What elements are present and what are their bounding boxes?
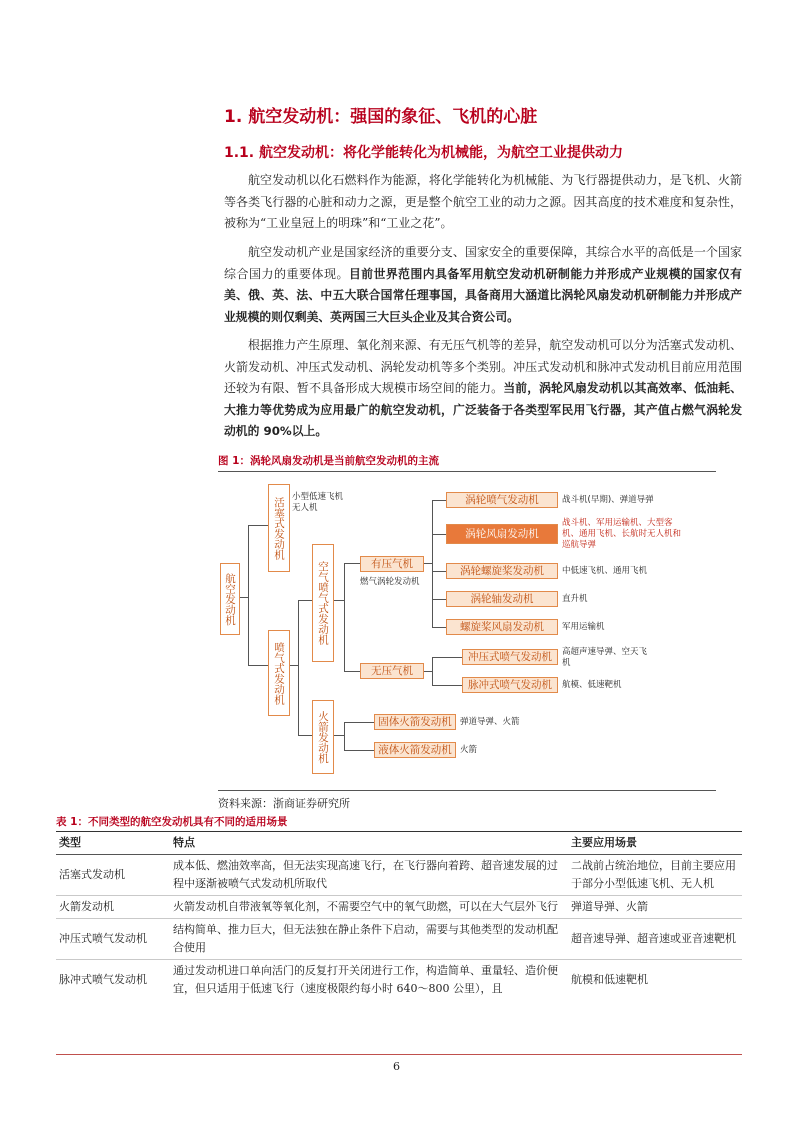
paragraph-2-text: 航空发动机产业是国家经济的重要分支、国家安全的重要保障，其综合水平的高低是一个国家综合国力的重要体现。 xyxy=(224,245,742,281)
cell-feature: 成本低、燃油效率高，但无法实现高速飞行，在飞行器向着跨、超音速发展的过程中逐渐被喷气式发动机所取代 xyxy=(170,855,568,896)
node-jet-engine: 喷气式发动机 xyxy=(268,630,290,716)
header-use: 主要应用场景 xyxy=(568,832,742,855)
line-to-withcomp xyxy=(344,563,360,564)
cell-feature: 结构简单、推力巨大，但无法独在静止条件下启动，需要与其他类型的发动机配合使用 xyxy=(170,919,568,960)
node-turbofan: 涡轮风扇发动机 xyxy=(446,524,558,544)
line-to-jet xyxy=(248,665,268,666)
line-withcomp-branch xyxy=(432,500,433,627)
paragraph-3-text: 根据推力产生原理、氧化剂来源、有无压气机等的差异，航空发动机可以分为活塞式发动机、火箭发动机、冲压式发动机、涡轮发动机等多个类别。冲压式发动机和脉冲式发动机目前应用范围还较为有限、暂不具备形成大规模市场空间的能力。 xyxy=(224,338,742,395)
line-rocket-branch xyxy=(344,722,345,750)
figure-source: 资料来源：浙商证券研究所 xyxy=(218,797,350,810)
subsection-heading: 1.1. 航空发动机：将化学能转化为机械能，为航空工业提供动力 xyxy=(224,145,623,161)
node-turboshaft: 涡轮轴发动机 xyxy=(446,591,558,607)
table-row xyxy=(56,960,742,1001)
line-nocomp xyxy=(424,671,432,672)
line-to-turbofan xyxy=(432,534,446,535)
line-to-liquid xyxy=(344,750,374,751)
paragraph-2-bold: 目前世界范围内具备军用航空发动机研制能力并形成产业规模的国家仅有美、俄、英、法、中五大联合国常任理事国，具备商用大涵道比涡轮风扇发动机研制能力并形成产业规模的则仅剩美、英两国三大巨头企业及其合资公司。 xyxy=(224,266,742,324)
label-turbofan-use: 战斗机、军用运输机、大型客机、通用飞机、长航时无人机和巡航导弹 xyxy=(562,518,682,550)
line-jet xyxy=(290,665,298,666)
paragraph-1: 航空发动机以化石燃料作为能源，将化学能转化为机械能、为飞行器提供动力，是飞机、火箭等各类飞行器的心脏和动力之源，更是整个航空工业的动力之源。因其高度的技术难度和复杂性，被称为“工业皇冠上的明珠”和“工业之花”。 xyxy=(224,173,742,230)
node-liquid-rocket: 液体火箭发动机 xyxy=(374,742,456,758)
table-header-row xyxy=(56,832,742,855)
figure-top-rule xyxy=(218,471,716,472)
node-pulsejet: 脉冲式喷气发动机 xyxy=(462,677,558,693)
line-to-ramjet xyxy=(432,657,462,658)
cell-type: 冲压式喷气发动机 xyxy=(56,919,170,960)
table-row xyxy=(56,896,742,919)
line-jet-branch xyxy=(298,600,299,735)
node-turboprop: 涡轮螺旋桨发动机 xyxy=(446,563,558,579)
line-to-nocomp xyxy=(344,671,360,672)
table-caption: 表 1：不同类型的航空发动机具有不同的适用场景 xyxy=(56,816,288,828)
line-to-propfan xyxy=(432,627,446,628)
label-turboprop-use: 中低速飞机、通用飞机 xyxy=(562,566,648,576)
paragraph-2 xyxy=(224,242,742,328)
label-solid-use: 弹道导弹、火箭 xyxy=(460,717,520,727)
table-row xyxy=(56,855,742,896)
cell-use: 弹道导弹、火箭 xyxy=(568,896,742,919)
cell-type: 火箭发动机 xyxy=(56,896,170,919)
node-propfan: 螺旋桨风扇发动机 xyxy=(446,619,558,635)
node-solid-rocket: 固体火箭发动机 xyxy=(374,714,456,730)
line-to-turboprop xyxy=(432,571,446,572)
cell-use: 超音速导弹、超音速或亚音速靶机 xyxy=(568,919,742,960)
cell-use: 二战前占统治地位，目前主要应用于部分小型低速飞机、无人机 xyxy=(568,855,742,896)
node-piston-engine: 活塞式发动机 xyxy=(268,484,290,572)
line-to-turboshaft xyxy=(432,599,446,600)
node-rocket-engine: 火箭发动机 xyxy=(312,700,334,774)
node-with-compressor: 有压气机 xyxy=(360,556,424,572)
line-to-pulsejet xyxy=(432,685,462,686)
label-piston-use: 小型低速飞机 无人机 xyxy=(292,492,344,513)
line-nocomp-branch xyxy=(432,657,433,685)
line-to-solid xyxy=(344,722,374,723)
label-liquid-use: 火箭 xyxy=(460,745,478,755)
line-to-piston xyxy=(248,525,268,526)
line-to-airjet xyxy=(298,600,312,601)
node-aero-engine: 航空发动机 xyxy=(220,563,240,635)
node-ramjet: 冲压式喷气发动机 xyxy=(462,649,558,665)
node-no-compressor: 无压气机 xyxy=(360,663,424,679)
line-to-rocket xyxy=(298,735,312,736)
node-air-jet-engine: 空气喷气式发动机 xyxy=(312,544,334,662)
header-feature: 特点 xyxy=(170,832,568,855)
label-turboshaft-use: 直升机 xyxy=(562,594,588,604)
line-airjet-branch xyxy=(344,563,345,671)
line-rocket xyxy=(334,735,344,736)
line-root-branch xyxy=(248,525,249,665)
label-pulsejet-use: 航模、低速靶机 xyxy=(562,680,622,690)
cell-feature: 火箭发动机自带液氧等氧化剂，不需要空气中的氧气助燃，可以在大气层外飞行 xyxy=(170,896,568,919)
line-withcomp xyxy=(424,563,432,564)
paragraph-3 xyxy=(224,335,742,443)
label-propfan-use: 军用运输机 xyxy=(562,622,605,632)
footer-rule xyxy=(56,1054,742,1055)
cell-type: 活塞式发动机 xyxy=(56,855,170,896)
label-ramjet-use: 高超声速导弹、空天飞机 xyxy=(562,647,648,668)
figure-bottom-rule xyxy=(218,790,716,791)
cell-type: 脉冲式喷气发动机 xyxy=(59,973,147,986)
line-airjet xyxy=(334,600,344,601)
page-number: 6 xyxy=(393,1060,400,1073)
header-type: 类型 xyxy=(56,832,170,855)
cell-use: 航模和低速靶机 xyxy=(571,973,648,986)
engine-type-table xyxy=(56,832,742,1000)
cell-feature: 通过发动机进口单向活门的反复打开关闭进行工作，构造简单、重量轻、造价便宜，但只适用于低速飞行（速度极限约每小时 640～800 公里），且 xyxy=(173,964,558,995)
label-gas-turbine: 燃气涡轮发动机 xyxy=(360,577,420,587)
table-row xyxy=(56,919,742,960)
line-root xyxy=(240,597,248,598)
line-to-turbojet xyxy=(432,500,446,501)
section-heading: 1. 航空发动机：强国的象征、飞机的心脏 xyxy=(224,107,538,127)
figure-caption: 图 1：涡轮风扇发动机是当前航空发动机的主流 xyxy=(218,455,439,467)
label-turbojet-use: 战斗机(早期)、弹道导弹 xyxy=(562,495,654,505)
paragraph-3-bold: 当前，涡轮风扇发动机以其高效率、低油耗、大推力等优势成为应用最广的航空发动机，广泛装备于各类型军民用飞行器，其产值占燃气涡轮发动机的 90%以上。 xyxy=(224,381,742,438)
node-turbojet: 涡轮喷气发动机 xyxy=(446,492,558,508)
